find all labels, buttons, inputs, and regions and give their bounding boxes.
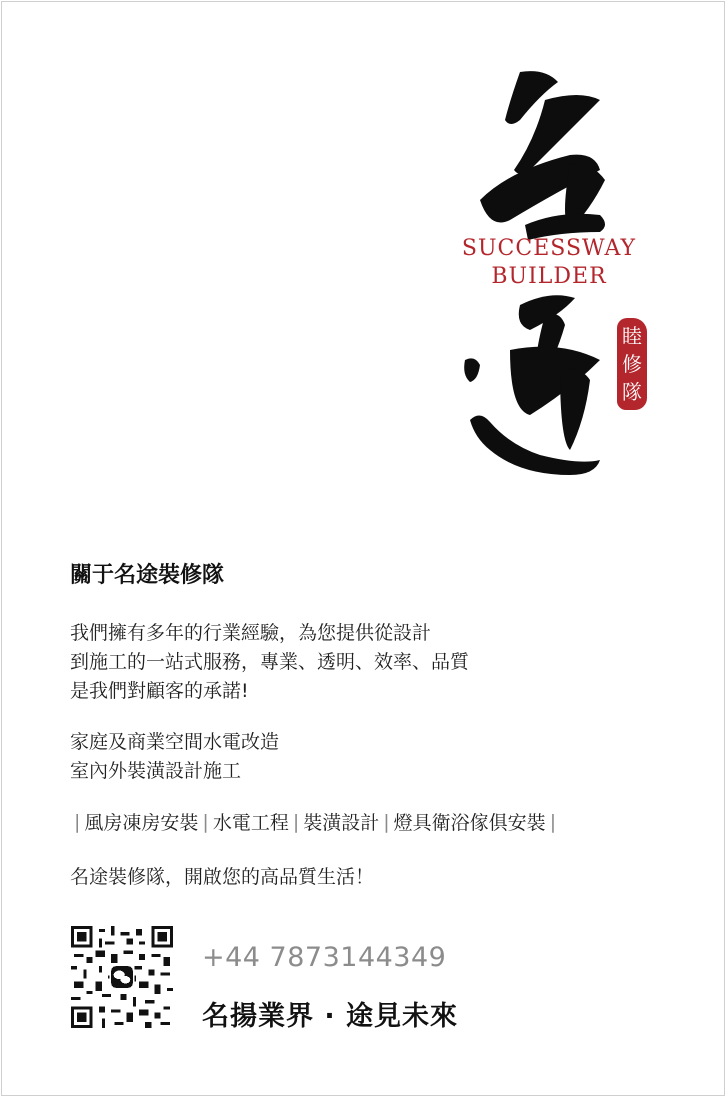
services-list — [70, 808, 560, 835]
about-title: 關于名途裝修隊 — [70, 563, 225, 588]
seal-char: 隊 — [622, 380, 642, 404]
service-item: 水電工程 — [212, 812, 289, 834]
brand-name-line2: BUILDER — [491, 264, 607, 289]
red-seal-stamp — [617, 318, 647, 410]
service-item: 燈具衛浴傢俱安裝 — [393, 812, 546, 834]
seal-char: 睦 — [622, 324, 642, 348]
divider: | — [202, 810, 209, 833]
slogan: 名途裝修隊，開啟您的高品質生活！ — [70, 866, 375, 888]
phone-number[interactable]: +44 7873144349 — [202, 942, 447, 973]
brand-name-line1: SUCCESSWAY — [461, 236, 637, 261]
divider: | — [292, 810, 300, 833]
paragraph-line: 家庭及商業空間水電改造 — [70, 731, 280, 753]
seal-char: 修 — [622, 352, 642, 376]
divider: | — [74, 810, 81, 833]
paragraph-line: 是我們對顧客的承諾! — [70, 680, 249, 702]
company-motto: 名揚業界 · 途見未來 — [202, 1001, 459, 1032]
paragraph-line: 室內外裝潢設計施工 — [70, 760, 242, 782]
service-item: 裝潢設計 — [303, 812, 380, 834]
wechat-qr-icon[interactable] — [71, 926, 173, 1028]
service-item: 風房凍房安裝 — [84, 812, 199, 834]
paragraph-line: 我們擁有多年的行業經驗，為您提供從設計 — [70, 622, 432, 644]
about-paragraph-1 — [70, 619, 469, 706]
about-paragraph-2 — [70, 728, 279, 786]
divider: | — [383, 810, 390, 833]
paragraph-line: 到施工的一站式服務，專業、透明、效率、品質 — [70, 651, 470, 673]
divider: | — [549, 810, 557, 833]
